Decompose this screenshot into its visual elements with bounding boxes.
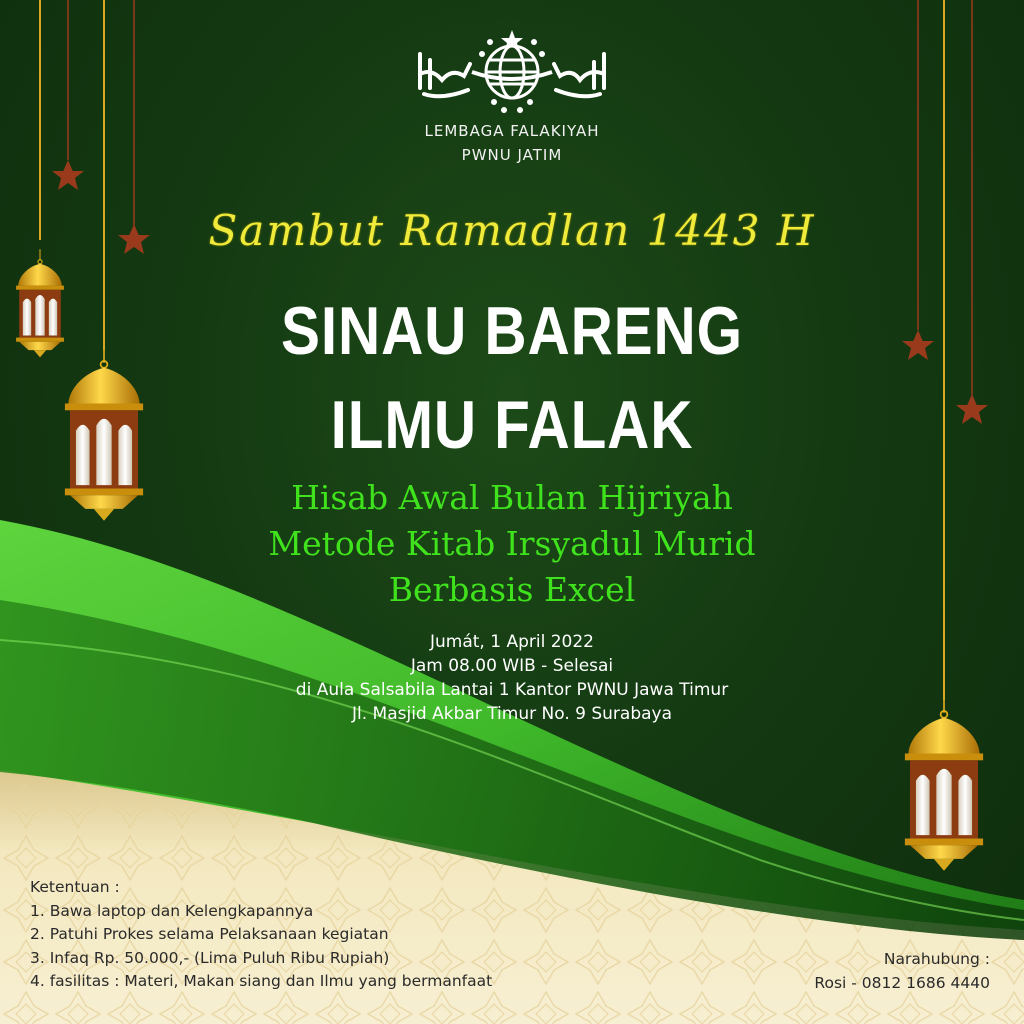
subtitle-line-2: Metode Kitab Irsyadul Murid <box>268 524 756 563</box>
star-icon <box>956 394 988 424</box>
main-title-line-1: SINAU BARENG <box>281 293 743 369</box>
list-item: 4. fasilitas : Materi, Makan siang dan Ilmu yang bermanfaat <box>30 972 493 990</box>
event-time: Jam 08.00 WIB - Selesai <box>410 656 614 676</box>
contact-block <box>814 947 990 995</box>
lantern-icon <box>16 249 64 357</box>
list-item: 3. Infaq Rp. 50.000,- (Lima Puluh Ribu Rupiah) <box>30 948 390 967</box>
contact-label: Narahubung : <box>883 950 990 968</box>
subtitle-line-1: Hisab Awal Bulan Hijriyah <box>291 478 733 517</box>
rules-heading: Ketentuan : <box>30 878 120 896</box>
subtitle-line-3: Berbasis Excel <box>388 570 636 609</box>
contact-value: Rosi - 0812 1686 4440 <box>814 974 990 992</box>
event-address: Jl. Masjid Akbar Timur No. 9 Surabaya <box>351 704 673 724</box>
rules-list <box>30 876 492 994</box>
script-title: Sambut Ramadlan 1443 H <box>208 206 816 255</box>
main-title-line-2: ILMU FALAK <box>330 387 694 463</box>
list-item: 2. Patuhi Prokes selama Pelaksanaan kegiatan <box>30 925 389 943</box>
star-icon <box>52 160 84 190</box>
event-venue: di Aula Salsabila Lantai 1 Kantor PWNU Jawa Timur <box>295 680 729 700</box>
list-item: 1. Bawa laptop dan Kelengkapannya <box>30 901 314 920</box>
event-date: Jumát, 1 April 2022 <box>430 632 594 652</box>
organization-name: LEMBAGA FALAKIYAH <box>424 122 600 140</box>
organization-branch: PWNU JATIM <box>461 146 563 164</box>
nu-logo-icon <box>412 24 612 120</box>
